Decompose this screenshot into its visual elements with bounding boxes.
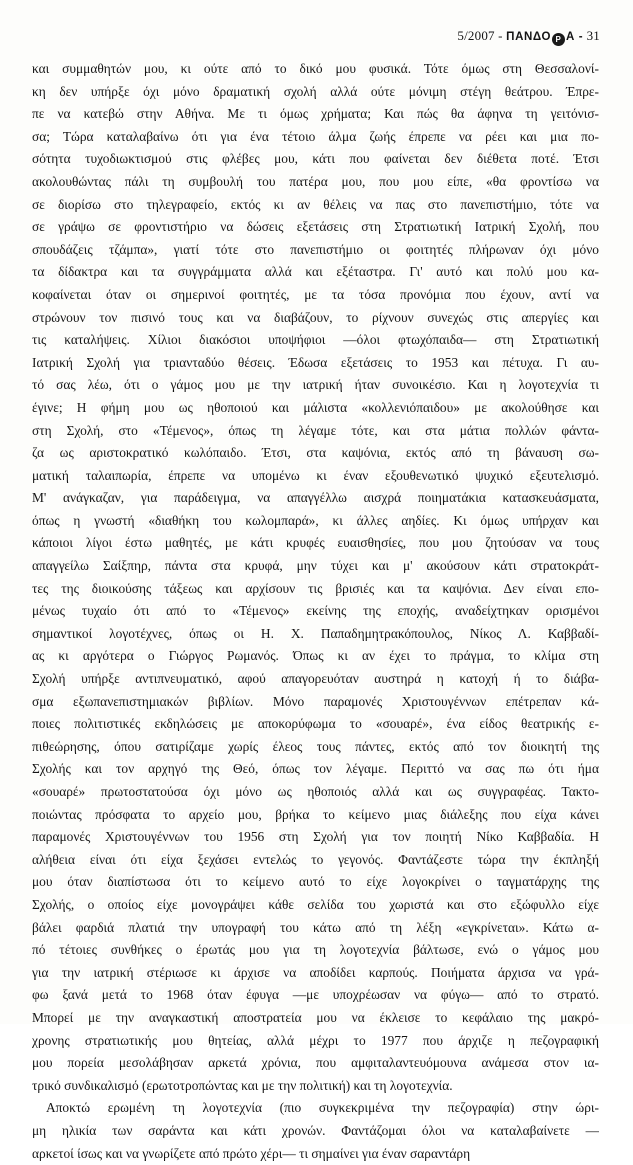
text-line: Σχολή υπήρξε αντιπνευματικό, αφού απαγορευόταν αυστηρά η κατοχή ή το διάβα-	[32, 668, 599, 691]
text-line: κάποιοι λίγοι έστω μαθητές, με κάτι κρυφές ευαισθησίες, που μου ζητούσαν να τους	[32, 532, 599, 555]
text-line: πό τέτοιες συνθήκες ο έρωτάς μου για τη λογοτεχνία βάλτωσε, ενώ ο γάμος μου	[32, 939, 599, 962]
text-line: τις καταλήψεις. Χίλιοι διακόσιοι υποψήφιοι —όλοι φτωχόπαιδα— στη Στρατιωτική	[32, 329, 599, 352]
text-line: σότητα τυχοδιωκτισμού στις φλέβες μου, κάτι που φαίνεται δεν διέθετα ποτέ. Έτσι	[32, 148, 599, 171]
text-line: φω ξανά μετά το 1968 όταν έφυγα —με υποχρέωσαν να φύγω— από το στρατό.	[32, 984, 599, 1007]
text-line: «σουαρέ» πρωτοστατούσα όχι μόνο ως ηθοποιός αλλά και ως συγγραφέας. Τακτο-	[32, 781, 599, 804]
text-line: απαγγείλω Σαίξπηρ, πάντα στα κρυφά, μην τύχει και μ' ακούσουν κάτι στρατοκράτ-	[32, 555, 599, 578]
text-line: στρώνουν τον πισινό τους και να διαβάζουν, το ρίχνουν συνεχώς στις απεργίες και	[32, 307, 599, 330]
text-line: Αποκτώ ερωμένη τη λογοτεχνία (πιο συγκεκριμένα την πεζογραφία) στην ώρι-	[32, 1097, 599, 1120]
text-line: Μπορεί με την αναγκαστική αποστρατεία μου να έκλεισε το κεφάλαιο της μακρό-	[32, 1007, 599, 1030]
text-line: Ιατρική Σχολή για τριανταδύο θέσεις. Έδωσα εξετάσεις το 1953 και πέτυχα. Γι αυ-	[32, 352, 599, 375]
journal-name: ΠΑΝΔΟ Ρ Α -	[506, 31, 583, 43]
journal-logo-icon: Ρ	[552, 33, 565, 46]
text-line: σε διορίσω στο τηλεγραφείο, εκτός κι αν θέλεις να πας στο πανεπιστήμιο, τότε να	[32, 194, 599, 217]
text-line: Σχολής, ο οποίος είχε μονογράψει κάθε σελίδα του χωριστά και στο εξώφυλλο είχε	[32, 894, 599, 917]
text-line: σπουδάζεις τζάμπα», γιατί τότε στο πανεπιστήμιο οι φοιτητές πλήρωναν όχι μόνο	[32, 239, 599, 262]
text-line: πε να κατεβώ στην Αθήνα. Με τι όμως χρήματα; Και πώς θα άφηνα τη γειτόνισ-	[32, 103, 599, 126]
text-line: όπως η γνωστή «διαθήκη του κωλομπαρά», κι άλλες αηδίες. Κι όμως υπήρχαν και	[32, 510, 599, 533]
text-line: παραμονές Χριστουγέννων του 1956 στη Σχολή για τον ποιητή Νίκο Καββαδία. Η	[32, 826, 599, 849]
text-line: ποιες πολιτιστικές εκδηλώσεις με αποκορύφωμα το «σουαρέ», ένα είδος θεατρικής ε-	[32, 713, 599, 736]
text-line: μου όταν διαπίστωσα ότι το κείμενο αυτό το είχε λογοκρίνει ο ταγματάρχης της	[32, 871, 599, 894]
text-line: ματική ταλαιπωρία, έπρεπε να υπομένω κι έναν εξουθενωτικό ψυχικό εξευτελισμό.	[32, 465, 599, 488]
text-line: μένως τυχαίο ότι από το «Τέμενος» εκείνης της εποχής, αναδείχτηκαν ορισμένοι	[32, 600, 599, 623]
text-line: κοφαίνεται όταν οι σημερινοί φοιτητές, με τα τόσα προνόμια που έχουν, αντί να	[32, 284, 599, 307]
text-line: μη ηλικία των σαράντα και κάτι χρονών. Φαντάζομαι όλοι να καταλαβαίνετε —	[32, 1120, 599, 1143]
text-line: τό σας λέω, ότι ο γάμος μου με την ιατρική ήταν συνοικέσιο. Και η λογοτεχνία τι	[32, 374, 599, 397]
text-line: σα; Τώρα καταλαβαίνω ότι για ένα τέτοιο άλμα ζωής έπρεπε να ρέει και μια πο-	[32, 126, 599, 149]
text-line: Σχολής και τον αρχηγό της Θεό, όπως τον λέγαμε. Περιττό να σας πω ότι ήμα	[32, 758, 599, 781]
text-line: αρκετοί ίσως και να γνωρίζετε από πρώτο χέρι— τι σημαίνει για έναν σαραντάρη	[32, 1143, 599, 1165]
text-line: για την ιατρική στέριωσε κι άρχισε να αποδίδει καρπούς. Ποιήματα άρχισα να γρά-	[32, 962, 599, 985]
text-line: τα δίδακτρα και τα συγγράμματα αλλά και εξέταστρα. Γι' αυτό και πολύ μου κα-	[32, 261, 599, 284]
page-number: 31	[587, 28, 600, 43]
text-line: κη δεν υπήρξε όχι μόνο δραματική σχολή αλλά ούτε μόνιμη στέγη θεάτρου. Έπρε-	[32, 81, 599, 104]
text-line: στη Σχολή, στο «Τέμενος», όπως τη λέγαμε τότε, και στα μάτια πολλών φάντα-	[32, 420, 599, 443]
text-line: ζα ως αριστοκρατικό κωλόπαιδο. Έτσι, στα καψόνια, εκτός από τη βάναυση σω-	[32, 442, 599, 465]
text-line: ποιώντας πρόσφατα το αρχείο μου, βρήκα το κείμενο μιας διάλεξης που είχα κάνει	[32, 804, 599, 827]
issue-number: 5/2007 -	[457, 28, 502, 43]
text-line: Μ' ανάγκαζαν, για παράδειγμα, να απαγγέλλω αισχρά ποιηματάκια κατασκευάσματα,	[32, 487, 599, 510]
text-line: βάλει φαρδιά πλατιά την υπογραφή του κάτω από τη λέξη «εγκρίνεται». Κάτω α-	[32, 917, 599, 940]
text-line: ας κι αργότερα ο Γιώργος Ρωμανός. Όπως κι αν έχει το πράγμα, το κλίμα στη	[32, 645, 599, 668]
running-header	[457, 28, 600, 46]
text-line: τες της διοικούσης τάξεως και αρχίσουν τις βρισιές και τα καψόνια. Δεν είναι επο-	[32, 578, 599, 601]
text-line: πιθεώρησης, όπου σατιρίζαμε χωρίς έλεος τους πάντες, εκτός από τον διοικητή της	[32, 736, 599, 759]
text-line: και συμμαθητών μου, κι ούτε από το δικό μου φυσικά. Τότε όμως στη Θεσσαλονί-	[32, 58, 599, 81]
text-line: τρικό συνδικαλισμό (ερωτοτροπώντας και με την πολιτική) και τη λογοτεχνία.	[32, 1075, 599, 1098]
article-body	[32, 58, 599, 1165]
text-line: σε γράψω σε φροντιστήριο να δώσεις εξετάσεις στη Στρατιωτική Ιατρική Σχολή, που	[32, 216, 599, 239]
text-line: χρονης στρατιωτικής μου θητείας, αλλά μέχρι το 1977 που άρχιζε η πεζογραφική	[32, 1030, 599, 1053]
text-line: έγινε; Η φήμη μου ως ηθοποιού και μάλιστα «κολλενιόπαιδου» με ακολούθησε και	[32, 397, 599, 420]
text-line: σημαντικοί λογοτέχνες, όπως οι Η. Χ. Παπαδημητρακόπουλος, Νίκος Λ. Καββαδί-	[32, 623, 599, 646]
text-line: αλήθεια είναι ότι είχα ξεχάσει εντελώς το γεγονός. Φαντάζεστε τώρα την έκπληξή	[32, 849, 599, 872]
text-line: σμα εξωπανεπιστημιακών βιβλίων. Μόνο παραμονές Χριστουγέννων επέτρεπαν κά-	[32, 691, 599, 714]
text-line: ακολουθώντας πάλι τη συμβουλή του πατέρα μου, που μου είπε, «θα φροντίσω να	[32, 171, 599, 194]
text-line: μου πορεία μεσολάβησαν αρκετά χρόνια, που αμφιταλαντευόμουνα ανάμεσα στον ια-	[32, 1052, 599, 1075]
